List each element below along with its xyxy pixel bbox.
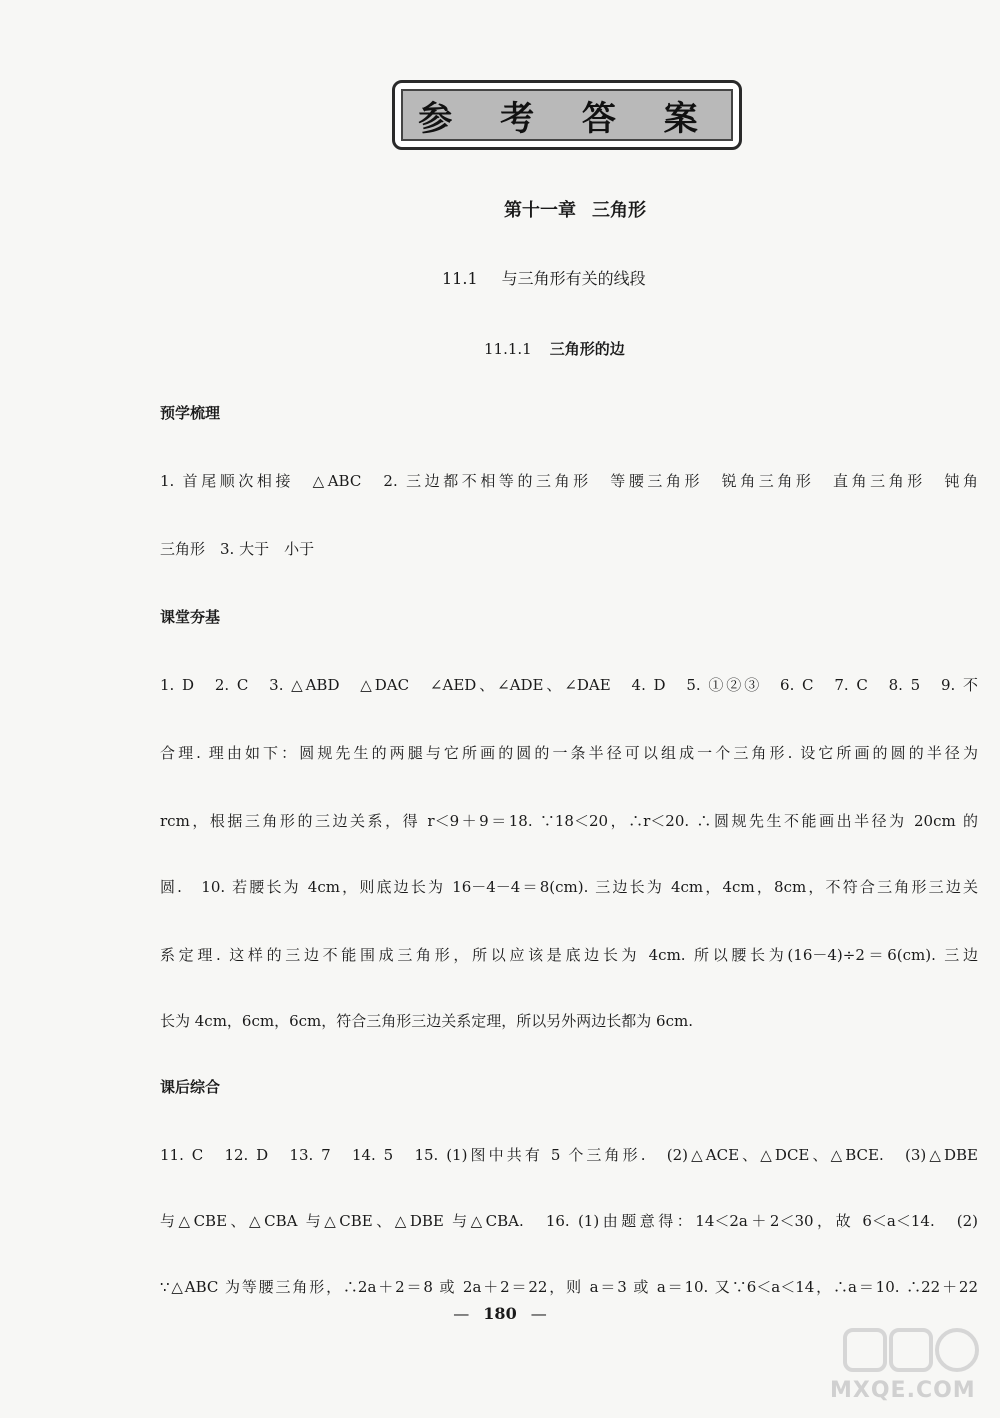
classroom-line: 圆. 10. 若腰长为 4cm，则底边长为 16－4－4＝8(cm). 三边长为 4cm，4cm，8cm，不符合三角形三边关 (160, 878, 978, 896)
section-heading (442, 266, 646, 289)
classroom-line: 1. D 2. C 3. △ABD △DAC ∠AED、∠ADE、∠DAE 4. D 5. ①②③ 6. C 7. C 8. 5 9. 不 (160, 676, 978, 694)
after-class-heading: 课后综合 (160, 1078, 221, 1096)
after-class-line: ∵△ABC 为等腰三角形，∴2a＋2＝8 或 2a＋2＝22，则 a＝3 或 a＝10. 又∵6＜a＜14，∴a＝10. ∴22＋22 (160, 1278, 978, 1296)
subsection-heading (484, 338, 625, 359)
classroom-line: 长为 4cm，6cm，6cm，符合三角形三边关系定理，所以另外两边长都为 6cm. (160, 1012, 693, 1030)
page-number-dash: — (453, 1304, 470, 1323)
chapter-number: 第十一章 (504, 200, 576, 221)
classroom-line: 合理. 理由如下：圆规先生的两腿与它所画的圆的一条半径可以组成一个三角形. 设它所画的圆的半径为 (160, 744, 978, 762)
title-banner (392, 80, 742, 150)
classroom-heading: 课堂夯基 (160, 608, 221, 626)
preview-line: 三角形 3. 大于 小于 (160, 540, 315, 558)
chapter-heading (0, 196, 1000, 222)
subsection-name: 三角形的边 (549, 340, 625, 358)
classroom-line: 系定理. 这样的三边不能围成三角形，所以应该是底边长为 4cm. 所以腰长为(16－4)÷2＝6(cm). 三边 (160, 946, 978, 964)
preview-line: 1. 首尾顺次相接 △ABC 2. 三边都不相等的三角形 等腰三角形 锐角三角形 直角三角形 钝角 (160, 472, 978, 490)
section-number: 11.1 (442, 269, 478, 288)
preview-heading: 预学梳理 (160, 404, 221, 422)
after-class-line: 与△CBE、△CBA 与△CBE、△DBE 与△CBA. 16. (1)由题意得：14＜2a＋2＜30，故 6＜a＜14. (2) (160, 1212, 978, 1230)
watermark-text: MXQE.COM (830, 1378, 976, 1403)
page-number (0, 1304, 1000, 1323)
chapter-name: 三角形 (592, 200, 646, 221)
after-class-line: 11. C 12. D 13. 7 14. 5 15. (1)图中共有 5 个三角形. (2)△ACE、△DCE、△BCE. (3)△DBE (160, 1146, 978, 1164)
classroom-line: rcm，根据三角形的三边关系，得 r＜9＋9＝18. ∵18＜20，∴r＜20. ∴圆规先生不能画出半径为 20cm 的 (160, 812, 978, 830)
page-number-dash: — (530, 1304, 547, 1323)
subsection-number: 11.1.1 (484, 340, 532, 358)
section-name: 与三角形有关的线段 (501, 269, 646, 288)
page-number-value: 180 (483, 1304, 517, 1323)
page-title: 参 考 答 案 (401, 89, 733, 141)
